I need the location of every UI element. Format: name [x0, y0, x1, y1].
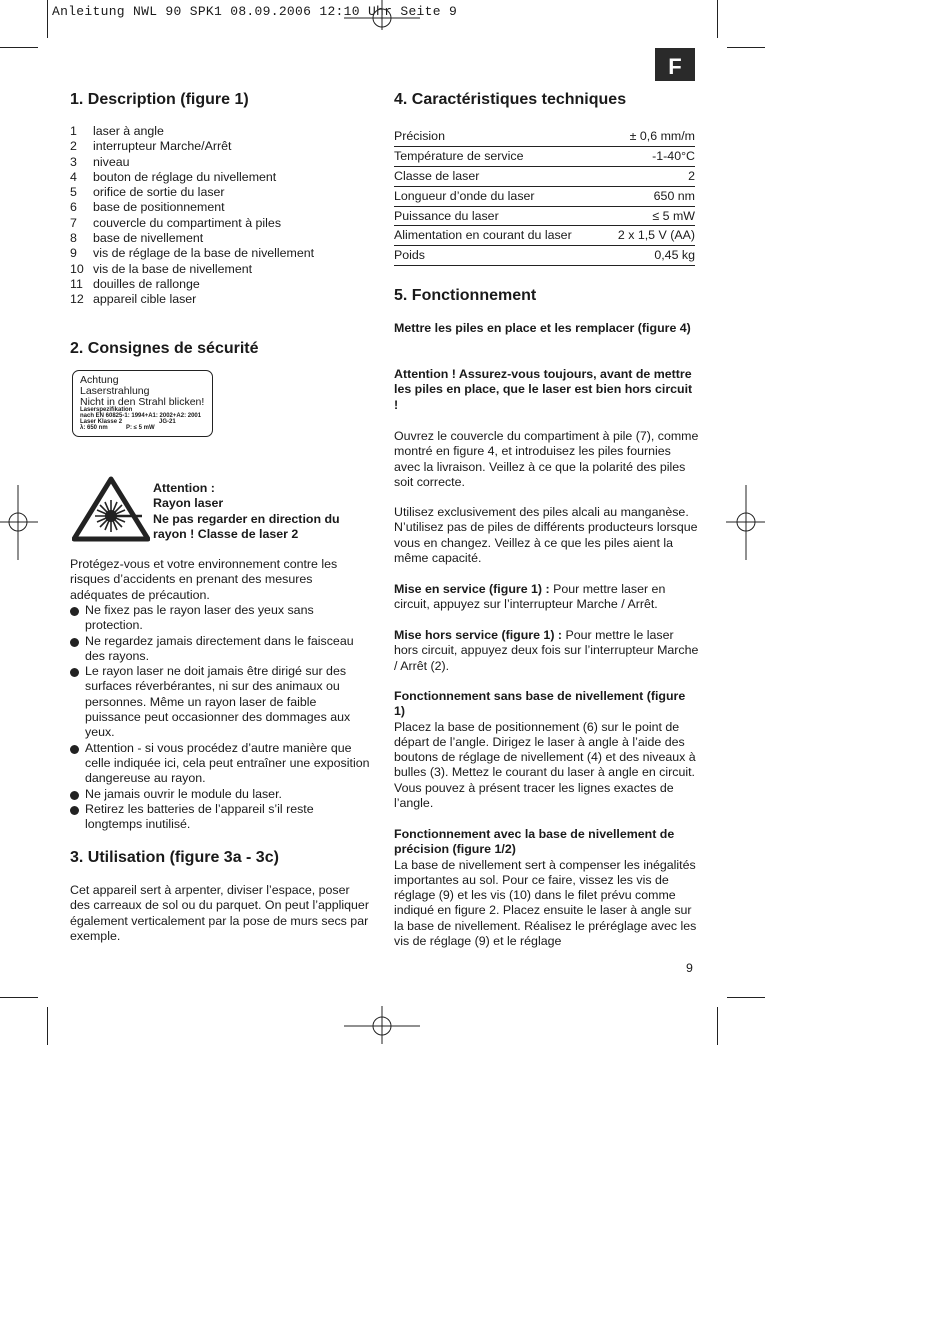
safety-intro: Protégez-vous et votre environnement contre les risques d’accidents en prenant des mesures adéquates de précaution.: [70, 557, 338, 602]
attention-line: rayon ! Classe de laser 2: [153, 526, 299, 541]
operation-without-base-heading: Fonctionnement sans base de nivellement (figure 1): [394, 689, 686, 719]
label-small-line: Laserspezifikation: [80, 407, 133, 413]
power-off-text: [394, 628, 699, 674]
laser-attention-text: [153, 481, 340, 542]
operation-with-base-body: La base de nivellement sert à compenser les inégalités importantes au sol. Pour ce faire, vissez les vis de réglage (9) et les vis (10) dans le filet prévu comme indiqué en figure 2. Placez ensuite le laser à angle sur la base de nivellement. Réalisez le préréglage avec les vis de réglage (9) et le réglage: [394, 857, 697, 949]
label-small-line: λ: 650 nm: [80, 425, 108, 431]
safety-bullet: Retirez les batteries de l’appareil s’il reste longtemps inutilisé.: [70, 802, 370, 833]
part-number: 12: [70, 292, 84, 307]
spec-name: Puissance du laser: [394, 206, 604, 226]
safety-bullet: Attention - si vous procédez d’autre manière que celle indiquée ici, cela peut entraîner une exposition dangereuse au rayon.: [70, 741, 370, 787]
power-off-body: Pour mettre le laser hors circuit, appuyez deux fois sur l’interrupteur Marche / Arrêt (2).: [394, 628, 699, 673]
laser-warning-triangle-icon: [72, 476, 150, 542]
power-off-heading: Mise hors service (figure 1) :: [394, 628, 563, 642]
part-label: vis de réglage de la base de nivellement: [93, 246, 315, 261]
power-on-body: Pour mettre laser en circuit, appuyez sur l’interrupteur Marche / Arrêt.: [394, 582, 666, 612]
part-number: 6: [70, 200, 77, 215]
battery-type-text: Utilisez exclusivement des piles alcali au manganèse. N’utilisez pas de piles de différents producteurs lorsque vous en changez. Veillez à ce que les piles aient la même capacité.: [394, 505, 698, 565]
safety-bullet: Ne fixez pas le rayon laser des yeux sans protection.: [70, 603, 370, 634]
power-on-text: [394, 582, 699, 613]
spec-value: -1-40°C: [604, 146, 695, 166]
section-4-title: 4. Caractéristiques techniques: [394, 91, 627, 108]
spec-row: [394, 186, 695, 206]
part-number: 10: [70, 261, 84, 276]
battery-instructions: Ouvrez le couvercle du compartiment à pile (7), comme montré en figure 4, et introduisez les piles fournies avec la livraison. Veillez à ce que la polarité des piles soit correcte.: [394, 429, 699, 489]
part-label: base de positionnement: [93, 200, 225, 215]
safety-bullet: Ne jamais ouvrir le module du laser.: [70, 787, 370, 802]
section-1-title: 1. Description (figure 1): [70, 91, 249, 108]
language-tab: F: [655, 48, 695, 81]
part-label: base de nivellement: [93, 231, 204, 246]
spec-row: [394, 226, 695, 246]
part-label: couvercle du compartiment à piles: [93, 215, 282, 230]
spec-row: [394, 166, 695, 186]
operation-with-base: [394, 827, 699, 949]
parts-list-item: [70, 231, 370, 246]
parts-list-item: [70, 277, 370, 292]
part-number: 8: [70, 231, 77, 246]
spec-row: [394, 246, 695, 266]
attention-line: Ne pas regarder en direction du: [153, 511, 340, 526]
parts-list-item: [70, 292, 370, 307]
laser-warning-label: [72, 370, 213, 437]
spec-value: 2: [604, 166, 695, 186]
attention-line: Rayon laser: [153, 496, 224, 511]
attention-line: Attention :: [153, 481, 215, 495]
operation-with-base-heading: Fonctionnement avec la base de nivellement de précision (figure 1/2): [394, 827, 675, 857]
safety-bullet: Le rayon laser ne doit jamais être dirigé sur des surfaces réverbérantes, ni sur des animaux ou personnes. Même un rayon laser de faible puissance peut occasionner des dommages aux yeux.: [70, 664, 370, 740]
specifications-table: [394, 127, 695, 266]
print-slug: Anleitung NWL 90 SPK1 08.09.2006 12:10 Uhr Seite 9: [52, 4, 458, 19]
spec-value: ≤ 5 mW: [604, 206, 695, 226]
parts-list-item: [70, 155, 370, 170]
operation-without-base-body: Placez la base de positionnement (6) sur le point de départ de l’angle. Dirigez le laser à angle à l’aide des boutons de réglage de nivellement (4) et des niveaux à bulles (3). Mettez le courant du laser à angle en circuit. Vous pouvez à présent tracer les lignes exactes de l’angle.: [394, 719, 696, 811]
part-number: 7: [70, 215, 77, 230]
battery-warning: Attention ! Assurez-vous toujours, avant de mettre les piles en place, que le laser est bien hors circuit !: [394, 367, 693, 412]
page-number: 9: [686, 961, 693, 975]
part-label: douilles de rallonge: [93, 276, 200, 291]
label-small-line: nach EN 60825-1: 1994+A1: 2002+A2: 2001: [80, 413, 202, 419]
label-small-line: JG-21: [159, 419, 176, 425]
part-number: 4: [70, 169, 77, 184]
spec-value: 2 x 1,5 V (AA): [604, 226, 695, 246]
part-label: appareil cible laser: [93, 292, 197, 307]
parts-list: [70, 124, 370, 308]
part-label: laser à angle: [93, 124, 164, 138]
section-3-title: 3. Utilisation (figure 3a - 3c): [70, 849, 279, 866]
section-2-title: 2. Consignes de sécurité: [70, 340, 259, 357]
part-number: 5: [70, 185, 77, 200]
label-line: Achtung: [80, 374, 119, 386]
parts-list-item: [70, 216, 370, 231]
spec-name: Alimentation en courant du laser: [394, 226, 604, 246]
spec-name: Précision: [394, 127, 604, 146]
battery-heading: Mettre les piles en place et les remplacer (figure 4): [394, 321, 691, 335]
part-number: 11: [70, 276, 83, 291]
label-line: Nicht in den Strahl blicken!: [80, 396, 205, 408]
parts-list-item: [70, 170, 370, 185]
part-number: 2: [70, 139, 77, 154]
parts-list-item: [70, 124, 370, 139]
spec-value: 650 nm: [604, 186, 695, 206]
parts-list-item: [70, 200, 370, 215]
spec-row: [394, 127, 695, 146]
label-small-line: Laser Klasse 2: [80, 419, 123, 425]
operation-without-base: [394, 689, 699, 811]
spec-row: [394, 146, 695, 166]
part-label: vis de la base de nivellement: [93, 261, 253, 276]
spec-value: ± 0,6 mm/m: [604, 127, 695, 146]
part-number: 3: [70, 154, 77, 169]
part-number: 9: [70, 246, 77, 261]
spec-value: 0,45 kg: [604, 246, 695, 266]
safety-bullet: Ne regardez jamais directement dans le faisceau des rayons.: [70, 634, 370, 665]
part-label: niveau: [93, 154, 130, 169]
spec-name: Température de service: [394, 146, 604, 166]
label-line: Laserstrahlung: [80, 385, 150, 397]
spec-name: Classe de laser: [394, 166, 604, 186]
parts-list-item: [70, 185, 370, 200]
usage-text: Cet appareil sert à arpenter, diviser l’espace, poser des carreaux de sol ou du parquet. On peut l’appliquer également verticalement par la pose de murs secs par exemple.: [70, 883, 369, 943]
part-label: bouton de réglage du nivellement: [93, 169, 277, 184]
part-label: orifice de sortie du laser: [93, 185, 225, 200]
parts-list-item: [70, 139, 370, 154]
label-small-line: P: ≤ 5 mW: [126, 425, 155, 431]
safety-bullets: [70, 603, 370, 832]
part-label: interrupteur Marche/Arrêt: [93, 139, 232, 154]
power-on-heading: Mise en service (figure 1) :: [394, 582, 550, 596]
section-5-title: 5. Fonctionnement: [394, 287, 537, 304]
spec-name: Longueur d’onde du laser: [394, 186, 604, 206]
spec-row: [394, 206, 695, 226]
spec-name: Poids: [394, 246, 604, 266]
part-number: 1: [70, 124, 77, 138]
parts-list-item: [70, 262, 370, 277]
parts-list-item: [70, 246, 370, 261]
